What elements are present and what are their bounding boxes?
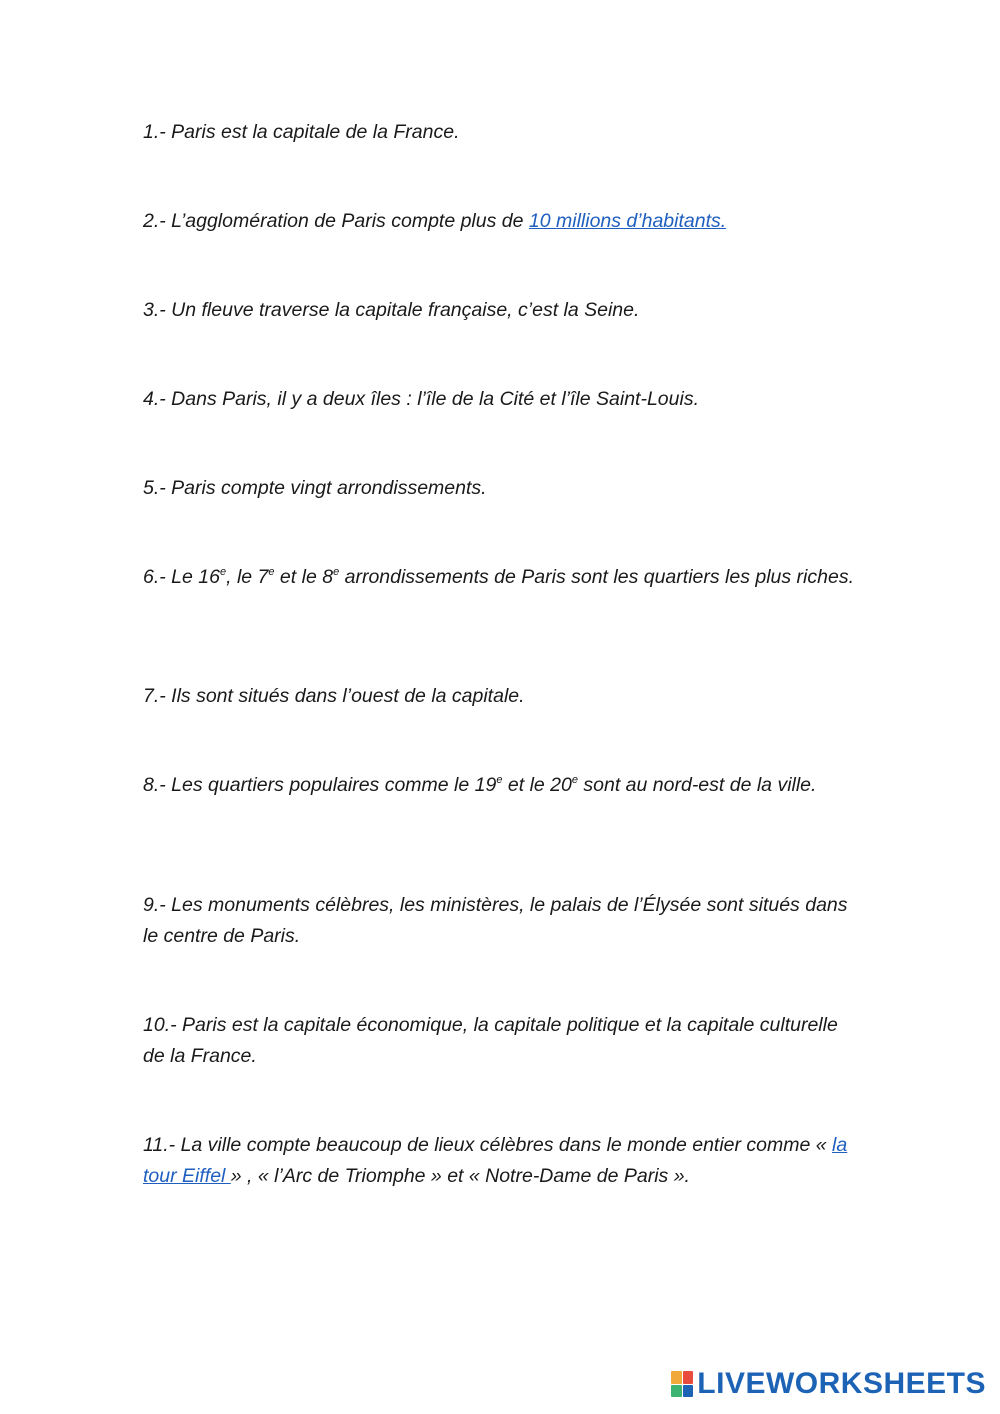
sentence-6-part: 6.- Le 16: [143, 566, 220, 588]
liveworksheets-logo-icon: [671, 1371, 693, 1397]
sentence-11-text-end: » , « l’Arc de Triomphe » et « Notre-Dame de Paris ».: [230, 1165, 690, 1187]
ordinal-superscript: e: [496, 773, 503, 786]
sentence-4: [143, 384, 863, 415]
liveworksheets-brand: [671, 1366, 986, 1402]
sentence-4-text: 4.- Dans Paris, il y a deux îles : l’île de la Cité et l’île Saint-Louis.: [143, 388, 699, 410]
brand-name: LIVEWORKSHEETS: [697, 1367, 986, 1400]
sentence-9: [143, 890, 863, 952]
sentence-10: [143, 1010, 863, 1072]
sentence-5-text: 5.- Paris compte vingt arrondissements.: [143, 477, 487, 499]
eiffel-tower-link[interactable]: la tour Eiffel: [143, 1134, 848, 1187]
population-link[interactable]: 10 millions d’habitants.: [528, 210, 727, 232]
sentence-8-part: 8.- Les quartiers populaires comme le 19: [143, 774, 497, 796]
ordinal-superscript: e: [219, 565, 227, 578]
sentence-10-text: 10.- Paris est la capitale économique, la capitale politique et la capitale culturelle de la France.: [143, 1014, 838, 1067]
sentence-3: [143, 295, 863, 326]
sentence-8-part: et le 20: [502, 774, 572, 796]
sentence-2: [143, 206, 863, 237]
ordinal-superscript: e: [333, 565, 340, 578]
sentence-8-part: sont au nord-est de la ville.: [577, 774, 817, 796]
sentence-6-part: arrondissements de Paris sont les quartiers les plus riches.: [339, 566, 854, 588]
sentence-8: [143, 770, 863, 801]
sentence-1-text: 1.- Paris est la capitale de la France.: [143, 121, 460, 143]
sentence-5: [143, 473, 863, 504]
sentence-7-text: 7.- Ils sont situés dans l’ouest de la capitale.: [143, 685, 525, 707]
sentence-6-part: , le 7: [226, 566, 269, 588]
sentence-6: [143, 562, 863, 593]
sentence-11-text: 11.- La ville compte beaucoup de lieux célèbres dans le monde entier comme «: [143, 1134, 833, 1156]
ordinal-superscript: e: [268, 565, 275, 578]
sentence-11: [143, 1130, 863, 1192]
sentence-1: [143, 117, 863, 148]
sentence-9-text: 9.- Les monuments célèbres, les ministères, le palais de l’Élysée sont situés dans le centre de Paris.: [143, 894, 848, 947]
sentence-6-part: et le 8: [274, 566, 334, 588]
sentence-2-text: 2.- L’agglomération de Paris compte plus de: [143, 210, 529, 232]
ordinal-superscript: e: [571, 773, 578, 786]
sentence-7: [143, 681, 863, 712]
sentence-3-text: 3.- Un fleuve traverse la capitale française, c’est la Seine.: [143, 299, 640, 321]
